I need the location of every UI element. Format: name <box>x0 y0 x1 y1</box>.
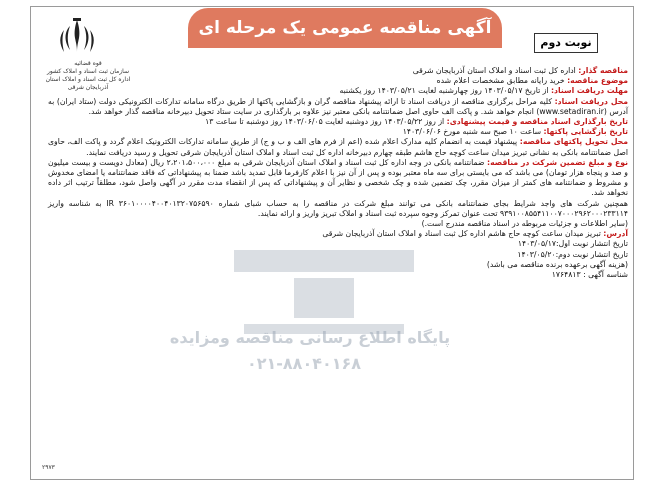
section-text: (سایر اطلاعات و جزئیات مربوطه در اسناد مناقصه مندرج است.) <box>421 219 628 229</box>
section-label: مناقصه گذار: <box>578 66 628 75</box>
section-label: تاریخ بازگشایی پاکتها: <box>543 127 628 137</box>
section-subject <box>198 76 628 86</box>
notice-title: آگهی مناقصه عمومی یک مرحله ای <box>188 8 502 48</box>
notice-type-badge: نوبت دوم <box>534 33 598 53</box>
section-tender-organizer <box>198 66 628 76</box>
section-label: محل تحویل پاکتهای مناقصه: <box>519 137 628 147</box>
ad-cost-note <box>48 260 628 270</box>
section-guarantee <box>48 158 628 199</box>
section-text: پیشنهاد قیمت به انضمام کلیه مدارک اعلام شده (اعم از فرم های الف و ب و ج) از طریق سامانه تدارکات الکترونیک اعلام گردد و پاکت الف، حاوی اصل ضمانتنامه بانکی به نشانی تبریز میدان ساعت کوچه حاج هاشم طبقه چهارم دبیرخانه اداره کل ثبت اسناد و املاک استان آذربایجان شرقی تحویل و رسید دریافت نمایند. <box>48 137 628 157</box>
section-other-info <box>48 219 628 229</box>
section-document-location <box>48 97 628 117</box>
org-caption-line: سازمان ثبت اسناد و املاک کشور <box>46 68 130 75</box>
section-text: از تاریخ ۱۴۰۳/۰۵/۱۷ روز چهارشنبه لغایت ۱۴۰۳/۰۵/۲۱ روز یکشنبه <box>339 86 551 96</box>
iran-emblem-icon <box>52 16 102 58</box>
section-upload-date <box>48 117 628 127</box>
section-label: نوع و مبلغ تضمین شرکت در مناقصه: <box>487 157 628 167</box>
section-text: اداره کل ثبت اسناد و املاک استان آذربایجان شرقی <box>412 66 579 75</box>
watermark-text: پایگاه اطلاع رسانی مناقصه ومزایده <box>169 328 451 347</box>
section-text: تاریخ انتشار نوبت اول:۱۴۰۳/۰۵/۱۷ <box>517 239 628 249</box>
section-text: از روز ۱۴۰۳/۰۵/۲۲ روز دوشنبه لغایت ۱۴۰۳/۰۶/۰۵ روز دوشنبه تا ساعت ۱۳ <box>205 117 447 127</box>
section-opening-date <box>48 127 628 137</box>
section-label: آدرس: <box>603 229 628 239</box>
section-text: ضمانتنامه بانکی در وجه اداره کل ثبت اسناد و املاک استان آذربایجان شرقی به مبلغ ۲،۲۰۱،۵۰۰،۰۰۰ ریال (معادل دویست و بیست میلیون و صد و پنجاه هزار تومان) می باشد که می بایستی برای سه ماه معتبر بوده و پس از آن نیز با اعلام کارفرما قابل تمدید باشد ضمنا به پیشنهاداتی که فاقد ضمانتنامه یا امضای مخدوش و مشروط و ضمانتنامه های کمتر از میزان مقرر، چک تضمین شده و چک شخصی و نظایر آن و پیشنهاداتی که پس از انقضاء مدت مقرر در آگهی واصل شود، مطلقاً ترتیب اثر داده نخواهد شد. <box>48 157 628 198</box>
org-caption-line: قوه قضائیه <box>74 60 102 67</box>
section-label: تاریخ بارگذاری اسناد مناقصه و قیمت پیشنهادی: <box>446 117 628 127</box>
section-label: مهلت دریافت اسناد: <box>550 86 628 96</box>
section-text: همچنین شرکت های واجد شرایط بجای ضمانتنامه بانکی می توانند مبلغ شرکت در مناقصه را به حساب شبای شماره IR ۳۶۰۱۰۰۰۰۴۰۰۴۰۱۳۲۰۷۵۶۵۹۰ به شناسه واریز ۹۳۹۱۰۰۸۵۵۴۱۱۰۰۷۰۰۰۲۹۶۲۰۰۰۲۳۳۱۱۴ تحت عنوان تمرکز وجوه سپرده ثبت اسناد و املاک تبریز واریز و ارائه نمایند. <box>48 198 628 218</box>
watermark-phone: ۰۲۱-۸۸۰۴۰۱۶۸ <box>246 354 362 373</box>
second-publish-date <box>48 250 628 260</box>
section-address <box>48 229 628 239</box>
footer-code: ۲۹۷۳ <box>42 464 55 471</box>
notice-body <box>48 66 628 280</box>
section-text: کلیه مراحل برگزاری مناقصه از دریافت اسناد تا ارائه پیشنهاد مناقصه گران و بازگشایی پاکتها از طریق درگاه سامانه تدارکات الکترونیکی دولت (ستاد ایران) به آدرس (www.setadiran.ir) انجام خواهد شد. و پاکت الف حاوی اصل ضمانتنامه بانکی معتبر نیز علاوه بر بارگذاری در سایت ستاد تحویل دبیرخانه مناقصه گذار خواهد شد. <box>48 96 628 116</box>
section-text: تاریخ انتشار نوبت دوم:۱۴۰۳/۰۵/۲۰ <box>517 249 628 259</box>
section-text: (هزینه آگهی برعهده برنده مناقصه می باشد) <box>486 259 628 269</box>
section-envelope-delivery <box>48 137 628 157</box>
section-document-deadline <box>198 86 628 96</box>
section-text: تبریز میدان ساعت کوچه حاج هاشم اداره کل ثبت اسناد و املاک استان آذربایجان شرقی <box>322 229 604 239</box>
section-label: محل دریافت اسناد: <box>554 96 628 106</box>
section-text: شناسه آگهی : ۱۷۶۴۸۱۳ <box>551 270 628 280</box>
section-text: ساعت ۱۰ صبح سه شنبه مورخ ۱۴۰۳/۰۶/۰۶ <box>402 127 544 137</box>
ad-id <box>48 270 628 280</box>
first-publish-date <box>48 239 628 249</box>
section-label: موضوع مناقصه: <box>567 76 628 86</box>
section-deposit-account <box>48 199 628 219</box>
org-caption-line: اداره کل ثبت اسناد و املاک استان آذربایجان شرقی <box>45 76 131 91</box>
section-text: خرید رایانه مطابق مشخصات اعلام شده <box>436 76 568 86</box>
